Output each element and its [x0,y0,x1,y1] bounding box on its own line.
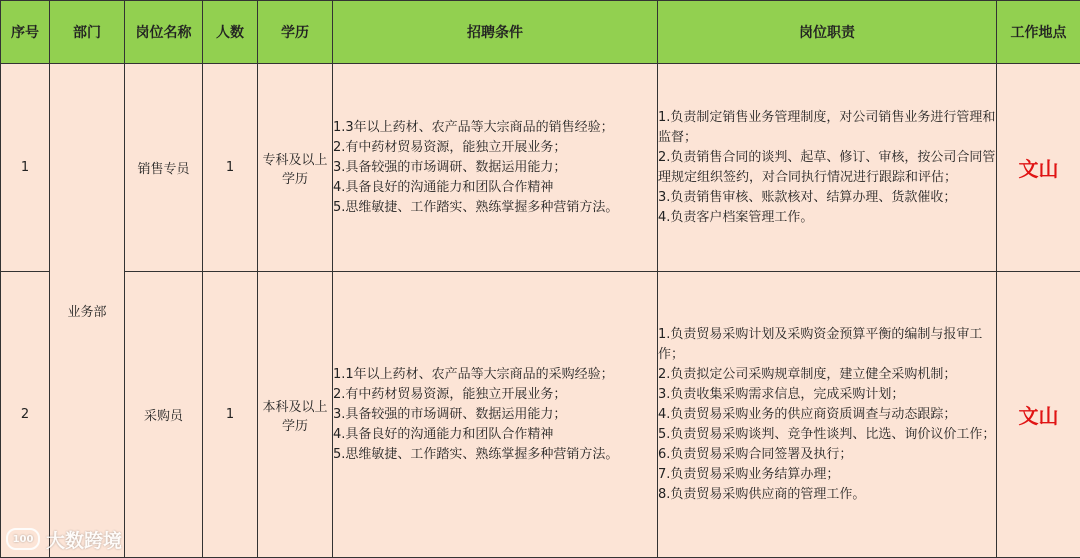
requirement-item: 1.3年以上药材、农产品等大宗商品的销售经验； [333,119,614,135]
requirement-item: 2.有中药材贸易资源，能独立开展业务； [333,386,567,402]
header-location: 工作地点 [997,1,1080,64]
location-cell: 文山 [997,272,1080,558]
header-education: 学历 [258,1,333,64]
location-cell: 文山 [997,64,1080,272]
table-row [1,272,1080,558]
header-count: 人数 [203,1,258,64]
watermark [6,524,122,554]
requirement-item: 4.具备良好的沟通能力和团队合作精神 [333,179,554,195]
duties-cell [658,64,997,272]
duties-cell [658,272,997,558]
requirements-cell [333,64,658,272]
requirement-item: 5.思维敏捷、工作踏实、熟练掌握多种营销方法。 [333,199,619,215]
table-row [1,64,1080,272]
duty-item: 3.负责销售审核、账款核对、结算办理、货款催收； [658,189,957,205]
header-row [1,1,1080,64]
position-cell: 销售专员 [125,64,203,272]
requirement-item: 1.1年以上药材、农产品等大宗商品的采购经验； [333,366,614,382]
duty-item: 3.负责收集采购需求信息，完成采购计划； [658,386,905,402]
requirements-cell [333,272,658,558]
education-cell: 本科及以上学历 [258,272,333,558]
duty-item: 5.负责贸易采购谈判、竞争性谈判、比选、询价议价工作； [658,426,996,442]
row-index: 1 [1,64,50,272]
requirement-item: 4.具备良好的沟通能力和团队合作精神 [333,426,554,442]
position-cell: 采购员 [125,272,203,558]
row-index: 2 [1,272,50,558]
watermark-logo-icon: 100 [6,528,40,550]
count-cell: 1 [203,64,258,272]
requirement-item: 2.有中药材贸易资源，能独立开展业务； [333,139,567,155]
duty-item: 8.负责贸易采购供应商的管理工作。 [658,486,866,502]
watermark-text: 大数跨境 [46,529,123,552]
header-duties: 岗位职责 [658,1,997,64]
duty-item: 7.负责贸易采购业务结算办理； [658,466,840,482]
header-department: 部门 [50,1,125,64]
requirement-item: 3.具备较强的市场调研、数据运用能力； [333,406,567,422]
duty-item: 1.负责贸易采购计划及采购资金预算平衡的编制与报审工作； [658,326,983,362]
duty-item: 2.负责拟定公司采购规章制度，建立健全采购机制； [658,366,957,382]
requirement-item: 3.具备较强的市场调研、数据运用能力； [333,159,567,175]
department-cell: 业务部 [50,64,125,558]
header-index: 序号 [1,1,50,64]
duty-item: 1.负责制定销售业务管理制度，对公司销售业务进行管理和监督； [658,109,996,145]
duty-item: 6.负责贸易采购合同签署及执行； [658,446,853,462]
duty-item: 2.负责销售合同的谈判、起草、修订、审核，按公司合同管理规定组织签约，对合同执行情况进行跟踪和评估； [658,149,996,185]
header-position: 岗位名称 [125,1,203,64]
requirement-item: 5.思维敏捷、工作踏实、熟练掌握多种营销方法。 [333,446,619,462]
education-cell: 专科及以上学历 [258,64,333,272]
duty-item: 4.负责客户档案管理工作。 [658,209,814,225]
count-cell: 1 [203,272,258,558]
header-requirements: 招聘条件 [333,1,658,64]
duty-item: 4.负责贸易采购业务的供应商资质调查与动态跟踪； [658,406,957,422]
